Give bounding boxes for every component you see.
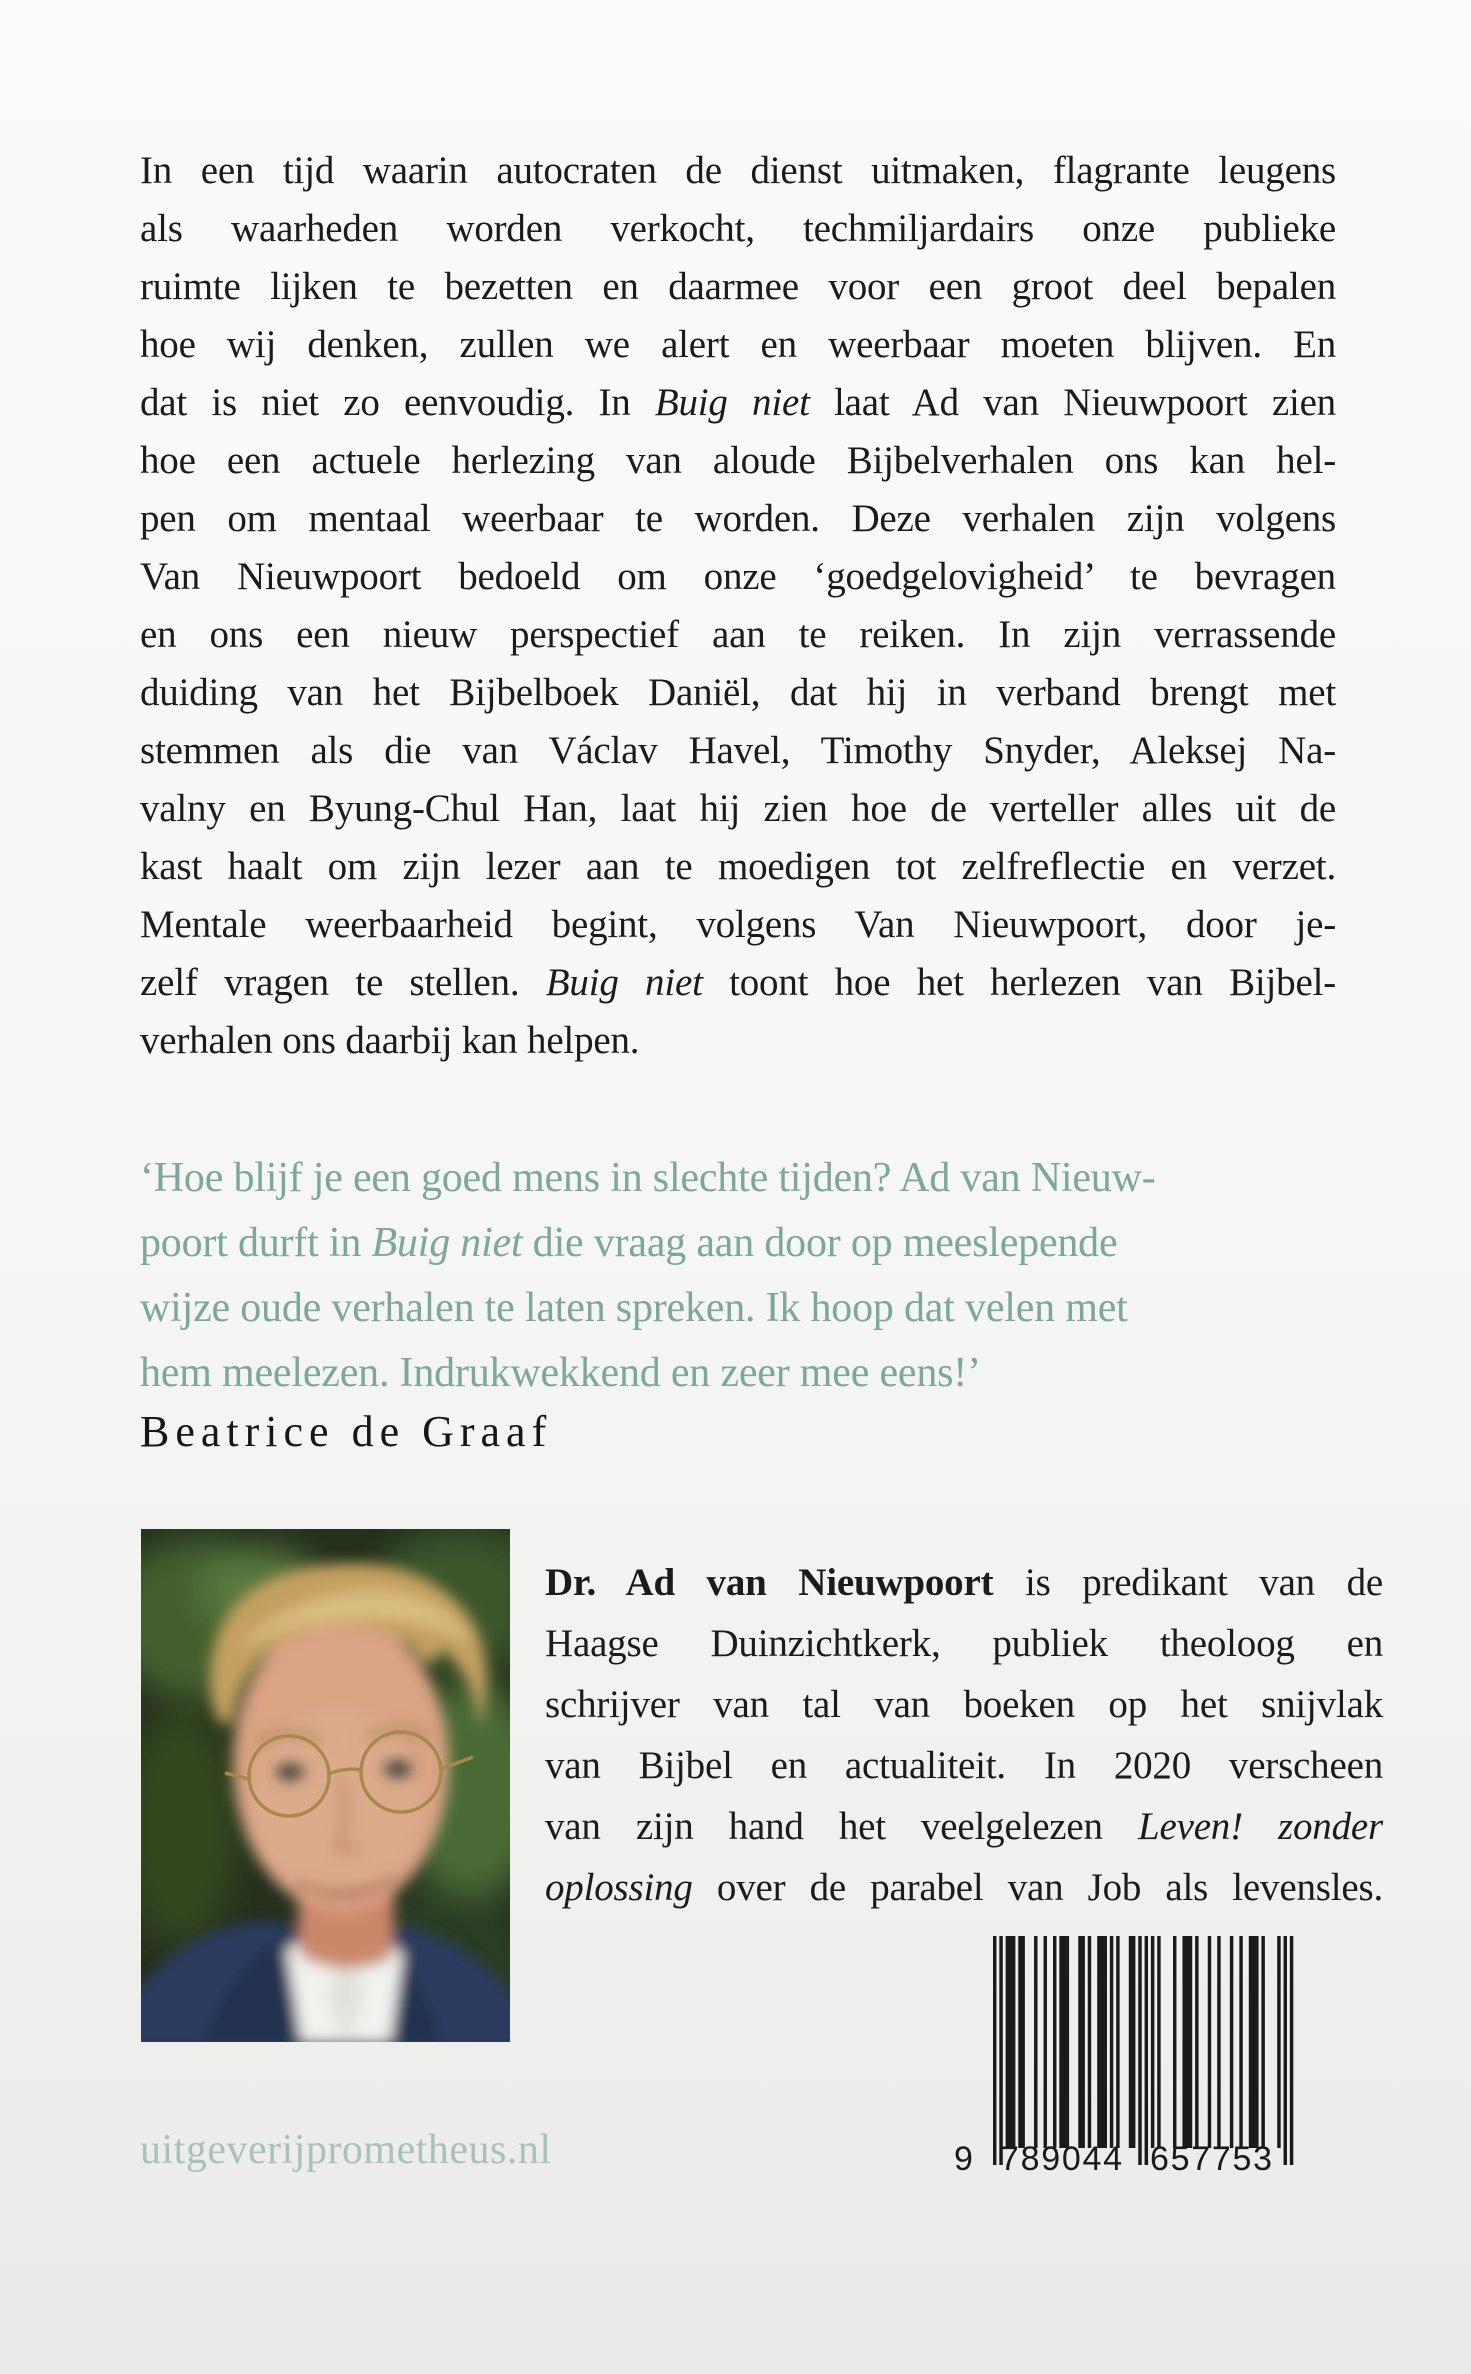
- review-quote: [140, 1146, 1380, 1406]
- text-line: oplossing over de parabel van Job als levensles.: [545, 1866, 1383, 1909]
- text-line: dat is niet zo eenvoudig. In Buig niet laat Ad van Nieuwpoort zien: [140, 381, 1336, 424]
- text-line: Mentale weerbaarheid begint, volgens Van Nieuwpoort, door je-: [140, 903, 1336, 946]
- text-line: In een tijd waarin autocraten de dienst uitmaken, flagrante leugens: [140, 149, 1336, 192]
- back-cover-blurb: [140, 142, 1336, 1070]
- text-line: ‘Hoe blijf je een goed mens in slechte tijden? Ad van Nieuw-: [140, 1155, 1156, 1201]
- author-bio: [545, 1552, 1383, 1918]
- text-line: valny en Byung-Chul Han, laat hij zien hoe de verteller alles uit de: [140, 787, 1336, 830]
- text-line: schrijver van tal van boeken op het snijvlak: [545, 1683, 1383, 1726]
- text-line: als waarheden worden verkocht, techmiljardairs onze publieke: [140, 207, 1336, 250]
- text-line: hoe een actuele herlezing van aloude Bijbelverhalen ons kan hel-: [140, 439, 1336, 482]
- text-line: hoe wij denken, zullen we alert en weerbaar moeten blijven. En: [140, 323, 1336, 366]
- author-portrait-photo: [141, 1529, 510, 2042]
- text-line: van Bijbel en actualiteit. In 2020 verscheen: [545, 1744, 1383, 1787]
- text-line: Van Nieuwpoort bedoeld om onze ‘goedgelovigheid’ te bevragen: [140, 555, 1336, 598]
- text-line: poort durft in Buig niet die vraag aan door op meeslepende: [140, 1220, 1118, 1266]
- text-line: wijze oude verhalen te laten spreken. Ik hoop dat velen met: [140, 1285, 1128, 1331]
- text-line: verhalen ons daarbij kan helpen.: [140, 1019, 640, 1062]
- text-line: ruimte lijken te bezetten en daarmee voor een groot deel bepalen: [140, 265, 1336, 308]
- quote-attribution: Beatrice de Graaf: [140, 1407, 553, 1456]
- text-line: stemmen als die van Václav Havel, Timothy Snyder, Aleksej Na-: [140, 729, 1336, 772]
- text-line: en ons een nieuw perspectief aan te reiken. In zijn verrassende: [140, 613, 1336, 656]
- text-line: pen om mentaal weerbaar te worden. Deze verhalen zijn volgens: [140, 497, 1336, 540]
- barcode-digits-left: 789044: [1000, 2140, 1122, 2176]
- barcode-digit-lead: 9: [954, 2140, 973, 2176]
- text-line: Dr. Ad van Nieuwpoort is predikant van de: [545, 1561, 1383, 1604]
- barcode-bars: [993, 1936, 1293, 2165]
- text-line: duiding van het Bijbelboek Daniël, dat hij in verband brengt met: [140, 671, 1336, 714]
- text-line: Haagse Duinzichtkerk, publiek theoloog en: [545, 1622, 1383, 1665]
- publisher-website: uitgeverijprometheus.nl: [140, 2127, 552, 2173]
- text-line: zelf vragen te stellen. Buig niet toont hoe het herlezen van Bijbel-: [140, 961, 1336, 1004]
- isbn-barcode: [952, 1934, 1300, 2176]
- barcode-digits-right: 657753: [1150, 2140, 1272, 2176]
- text-line: kast haalt om zijn lezer aan te moedigen tot zelfreflectie en verzet.: [140, 845, 1336, 888]
- text-line: van zijn hand het veelgelezen Leven! zonder: [545, 1805, 1383, 1848]
- text-line: hem meelezen. Indrukwekkend en zeer mee eens!’: [140, 1350, 981, 1396]
